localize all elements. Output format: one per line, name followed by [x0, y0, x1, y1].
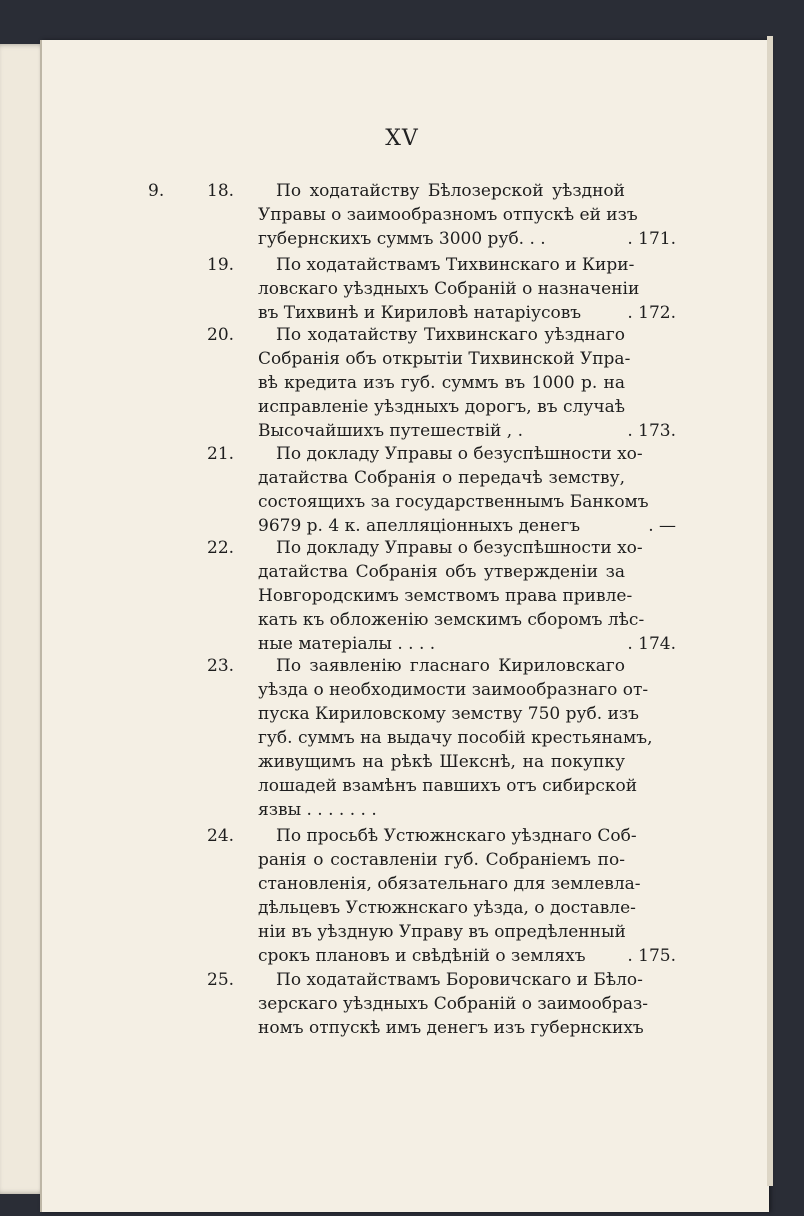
- entry-number: 23.: [207, 656, 235, 676]
- entry-text-line: кать къ обложенію земскимъ сборомъ лѣс-: [258, 610, 645, 630]
- entry-text-line: пуска Кириловскому земству 750 руб. изъ: [258, 704, 639, 724]
- entry-text-line: ловскаго уѣздныхъ Собраній о назначеніи: [258, 279, 640, 299]
- entry-text-line: язвы . . . . . . .: [258, 800, 377, 820]
- entry-text-line: Собранія объ открытіи Тихвинской Упра-: [258, 349, 631, 369]
- entry-page-number: . 171.: [627, 229, 676, 249]
- entry-text-line: уѣзда о необходимости заимообразнаго от-: [258, 680, 649, 700]
- entry-text-line: состоящихъ за государственнымъ Банкомъ: [258, 492, 649, 512]
- entry-text-line: датайства Собранія объ утвержденіи за: [258, 562, 625, 582]
- entry-text-line: въ Тихвинѣ и Кириловѣ натаріусовъ: [258, 303, 582, 323]
- entry-text-line: губ. суммъ на выдачу пособій крестьянамъ,: [258, 728, 653, 748]
- entry-text-line: Высочайшихъ путешествій , .: [258, 421, 523, 441]
- entry-text-line: По ходатайству Бѣлозерской уѣздной: [276, 181, 625, 201]
- entry-page-number: . —: [648, 516, 676, 536]
- entry-text-line: ранія о составленіи губ. Собраніемъ по-: [258, 850, 625, 870]
- entry-text-line: По ходатайствамъ Тихвинскаго и Кири-: [276, 255, 635, 275]
- entry-text-line: По ходатайствамъ Боровичскаго и Бѣло-: [276, 970, 643, 990]
- entry-page-number: . 172.: [627, 303, 676, 323]
- entry-text-line: Управы о заимообразномъ отпускѣ ей изъ: [258, 205, 638, 225]
- page-number-header: XV: [385, 126, 419, 151]
- entry-text-line: дѣльцевъ Устюжнскаго уѣзда, о доставле-: [258, 898, 636, 918]
- entry-page-number: . 173.: [627, 421, 676, 441]
- page-edge-right: [767, 36, 773, 1186]
- entry-text-line: зерскаго уѣздныхъ Собраній о заимообраз-: [258, 994, 649, 1014]
- entry-text-line: 9679 р. 4 к. апелляціонныхъ денегъ: [258, 516, 581, 536]
- entry-text-line: срокъ плановъ и свѣдѣній о земляхъ: [258, 946, 586, 966]
- entry-text-line: лошадей взамѣнъ павшихъ отъ сибирской: [258, 776, 638, 796]
- entry-text-line: По ходатайству Тихвинскаго уѣзднаго: [276, 325, 625, 345]
- entry-number: 24.: [207, 826, 235, 846]
- entry-page-number: . 175.: [627, 946, 676, 966]
- entry-text-line: исправленіе уѣздныхъ дорогъ, въ случаѣ: [258, 397, 625, 417]
- entry-number: 19.: [207, 255, 235, 275]
- entry-number: 22.: [207, 538, 235, 558]
- entry-text-line: вѣ кредита изъ губ. суммъ въ 1000 р. на: [258, 373, 625, 393]
- entry-number: 21.: [207, 444, 235, 464]
- entry-text-line: По докладу Управы о безуспѣшности хо-: [276, 444, 643, 464]
- entry-text-line: номъ отпускѣ имъ денегъ изъ губернскихъ: [258, 1018, 644, 1038]
- entry-page-number: . 174.: [627, 634, 676, 654]
- entry-number: 20.: [207, 325, 235, 345]
- entry-text-line: По докладу Управы о безуспѣшности хо-: [276, 538, 643, 558]
- entry-number: 25.: [207, 970, 235, 990]
- entry-text-line: становленія, обязательнаго для землевла-: [258, 874, 641, 894]
- entry-text-line: ные матеріалы . . . .: [258, 634, 436, 654]
- entry-text-line: датайства Собранія о передачѣ земству,: [258, 468, 625, 488]
- entry-text-line: Новгородскимъ земствомъ права привле-: [258, 586, 633, 606]
- entry-text-line: живущимъ на рѣкѣ Шекснѣ, на покупку: [258, 752, 625, 772]
- entry-text-line: губернскихъ суммъ 3000 руб. . .: [258, 229, 546, 249]
- entry-text-line: По просьбѣ Устюжнскаго уѣзднаго Соб-: [276, 826, 637, 846]
- entry-text-line: По заявленію гласнаго Кириловскаго: [276, 656, 625, 676]
- entry-number: 18.: [207, 181, 235, 201]
- section-number: 9.: [148, 181, 165, 201]
- entry-text-line: ніи въ уѣздную Управу въ опредѣленный: [258, 922, 626, 942]
